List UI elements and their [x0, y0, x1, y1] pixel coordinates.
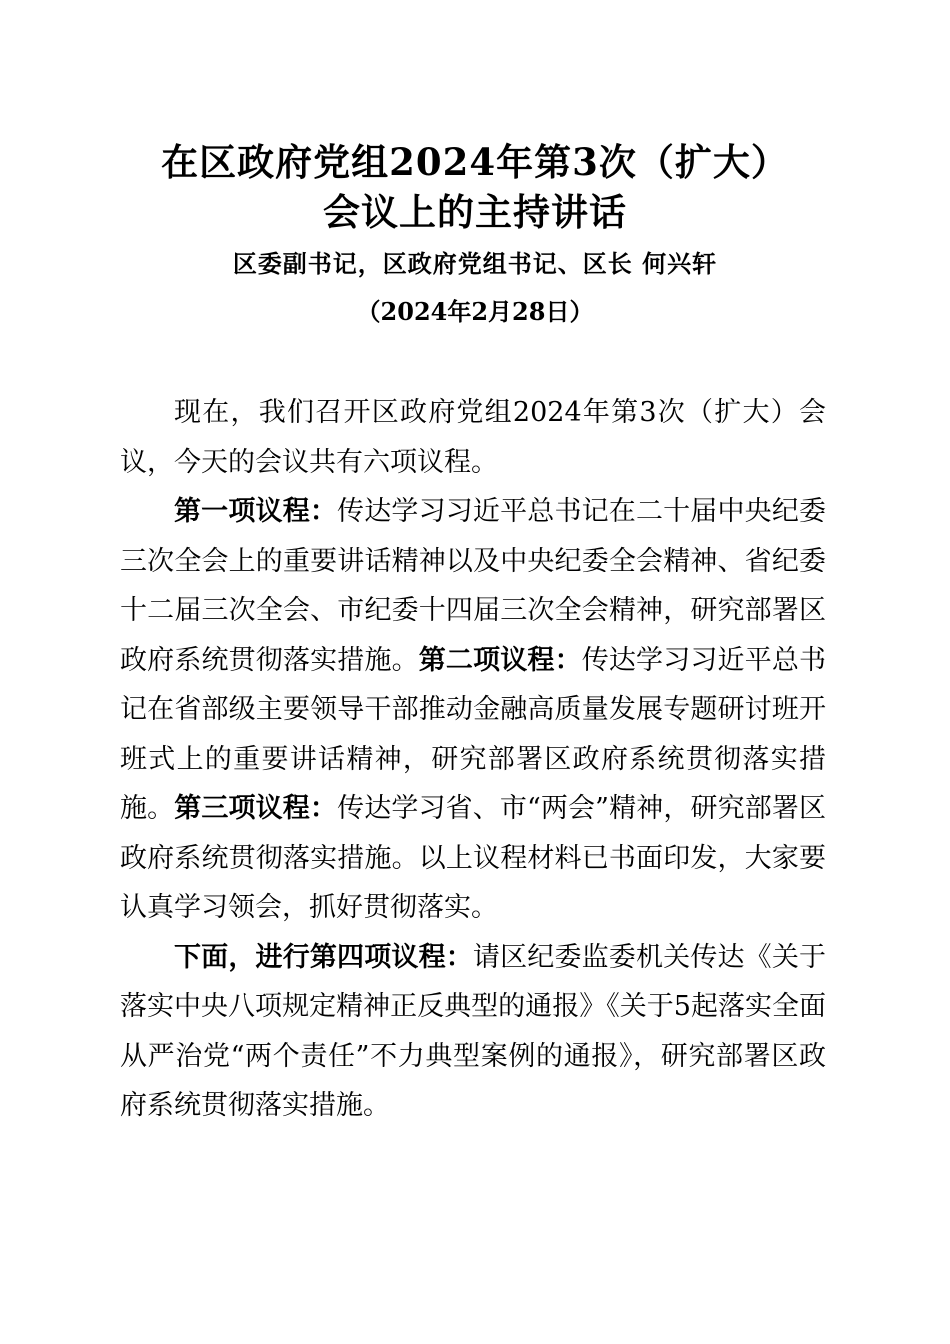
agenda-text-2: 传达学习习近平总书记在省部级主要领导干部推动金融高质量发展专题研讨班开班式上的重要讲话精神，研究部署区政府系统贯彻落实措施。	[120, 644, 827, 824]
document-body	[120, 388, 826, 1131]
agenda-label-3: 第三项议程：	[174, 793, 338, 824]
paragraph-intro	[120, 388, 826, 487]
agenda-label-4: 下面，进行第四项议程：	[174, 941, 473, 973]
document-title-line-2: 会议上的主持讲话	[323, 190, 627, 234]
date-line: （2024年2月28日）	[356, 297, 594, 326]
agenda-text-3: 传达学习省、市“两会”精神，研究部署区政府系统贯彻落实措施。以上议程材料已书面印发，大家要认真学习领会，抓好贯彻落实。	[120, 793, 827, 923]
paragraph-agenda-4	[120, 933, 826, 1131]
agenda-text-4: 请区纪委监委机关传达《关于落实中央八项规定精神正反典型的通报》《关于5起落实全面从严治党“两个责任”不力典型案例的通报》，研究部署区政府系统贯彻落实措施。	[120, 941, 827, 1121]
paragraph-agenda-1-3	[120, 487, 826, 933]
agenda-text-1: 传达学习习近平总书记在二十届中央纪委三次全会上的重要讲话精神以及中央纪委全会精神、省纪委十二届三次全会、市纪委十四届三次全会精神，研究部署区政府系统贯彻落实措施。	[120, 496, 827, 676]
paragraph-intro-text: 现在，我们召开区政府党组2024年第3次（扩大）会议，今天的会议共有六项议程。	[120, 397, 826, 478]
speaker-line: 区委副书记，区政府党组书记、区长 何兴轩	[232, 249, 718, 278]
document-title-line-1: 在区政府党组2024年第3次（扩大）	[161, 140, 789, 184]
agenda-label-2: 第二项议程：	[418, 644, 582, 676]
agenda-label-1: 第一项议程：	[174, 496, 338, 527]
